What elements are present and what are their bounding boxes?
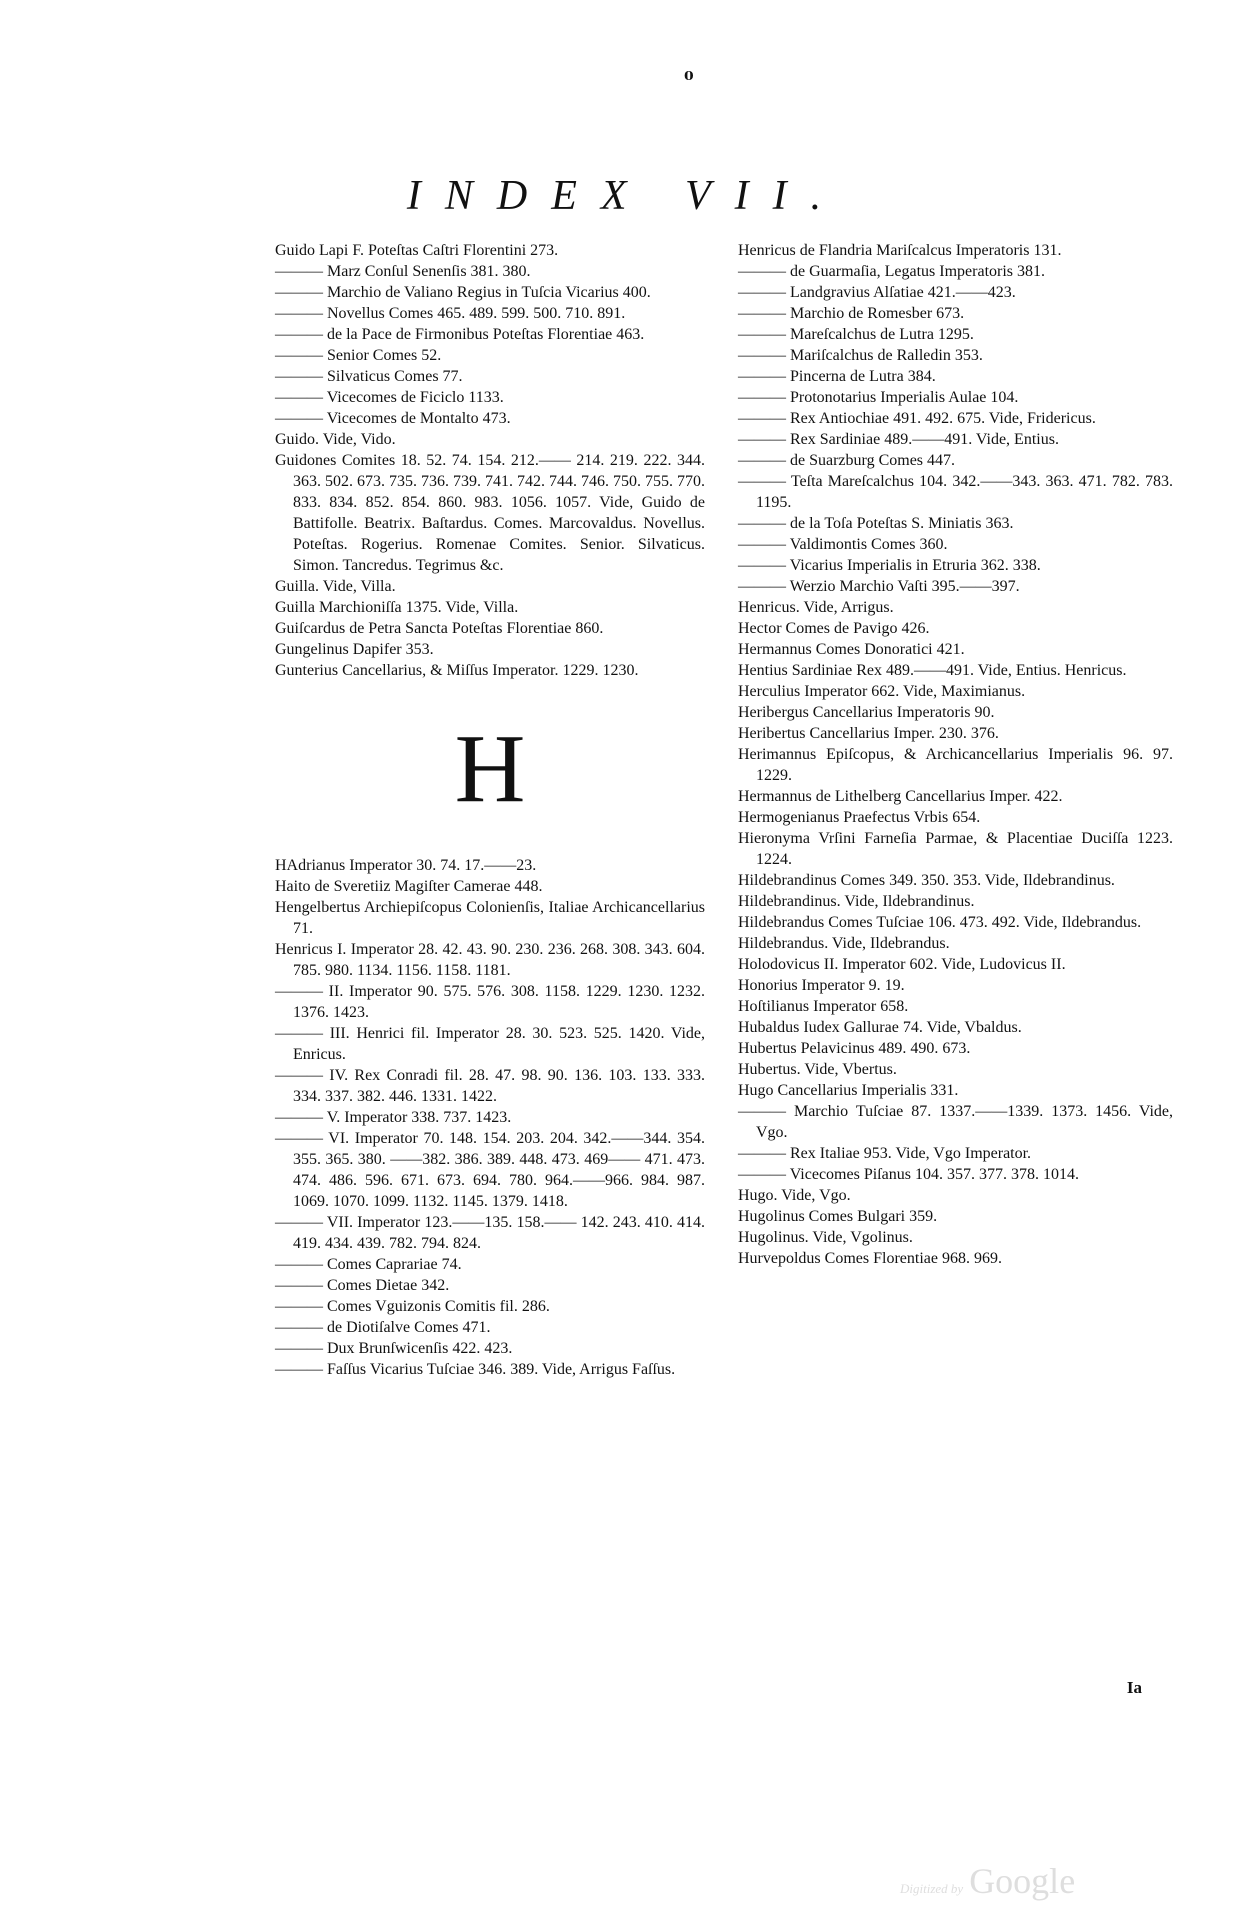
index-entry: Henricus de Flandria Mariſcalcus Imperatoris 131. <box>738 242 1062 259</box>
index-entry: ——— de Diotiſalve Comes 471. <box>275 1319 491 1336</box>
index-entry: Gunterius Cancellarius, & Miſſus Imperator. 1229. 1230. <box>275 662 639 679</box>
index-entry: Herimannus Epiſcopus, & Archicancellarius Imperialis 96. 97. 1229. <box>738 746 1173 784</box>
index-entry: ——— Rex Sardiniae 489.——491. Vide, Entius. <box>738 431 1059 448</box>
index-entry: Hermannus Comes Donoratici 421. <box>738 641 965 658</box>
index-entry: Hector Comes de Pavigo 426. <box>738 620 930 637</box>
index-entry: ——— V. Imperator 338. 737. 1423. <box>275 1109 512 1126</box>
index-entry: ——— Novellus Comes 465. 489. 599. 500. 710. 891. <box>275 305 626 322</box>
index-entry: ——— de la Pace de Firmonibus Poteſtas Florentiae 463. <box>275 326 645 343</box>
index-entry: Hermannus de Lithelberg Cancellarius Imper. 422. <box>738 788 1063 805</box>
index-entry: Hermogenianus Praefectus Vrbis 654. <box>738 809 981 826</box>
right-entries <box>738 240 1173 1269</box>
index-entry: ——— Faſſus Vicarius Tuſciae 346. 389. Vide, Arrigus Faſſus. <box>275 1361 676 1378</box>
index-entry: ——— IV. Rex Conradi fil. 28. 47. 98. 90. 136. 103. 133. 333. 334. 337. 382. 446. 1331. 1422. <box>275 1067 705 1105</box>
index-entry: Hugo Cancellarius Imperialis 331. <box>738 1082 959 1099</box>
index-entry: ——— Pincerna de Lutra 384. <box>738 368 936 385</box>
index-entry: Guido. Vide, Vido. <box>275 431 396 448</box>
left-column <box>275 240 705 1380</box>
index-entry: Hubertus Pelavicinus 489. 490. 673. <box>738 1040 971 1057</box>
index-entry: Hubertus. Vide, Vbertus. <box>738 1061 897 1078</box>
left-entries-g <box>275 240 705 681</box>
index-entry: ——— Marchio Tuſciae 87. 1337.——1339. 1373. 1456. Vide, Vgo. <box>738 1103 1173 1141</box>
index-entry: ——— Silvaticus Comes 77. <box>275 368 463 385</box>
page-title: INDEX VII. <box>406 173 846 219</box>
index-entry: ——— Rex Italiae 953. Vide, Vgo Imperator. <box>738 1145 1032 1162</box>
index-entry: ——— Comes Caprariae 74. <box>275 1256 462 1273</box>
index-entry: ——— de la Toſa Poteſtas S. Miniatis 363. <box>738 515 1014 532</box>
index-entry: Hildebrandus. Vide, Ildebrandus. <box>738 935 950 952</box>
index-entry: HAdrianus Imperator 30. 74. 17.——23. <box>275 857 537 874</box>
left-entries-h <box>275 855 705 1380</box>
index-entry: Hildebrandinus. Vide, Ildebrandinus. <box>738 893 975 910</box>
index-entry: Hoſtilianus Imperator 658. <box>738 998 909 1015</box>
index-entry: ——— Vicecomes de Ficiclo 1133. <box>275 389 504 406</box>
index-entry: ——— Werzio Marchio Vaſti 395.——397. <box>738 578 1020 595</box>
index-entry: ——— Protonotarius Imperialis Aulae 104. <box>738 389 1019 406</box>
index-entry: ——— Mariſcalchus de Ralledin 353. <box>738 347 983 364</box>
index-entry: ——— Dux Brunſwicenſis 422. 423. <box>275 1340 513 1357</box>
index-entry: Henricus. Vide, Arrigus. <box>738 599 894 616</box>
index-entry: Guidones Comites 18. 52. 74. 154. 212.—— 214. 219. 222. 344. 363. 502. 673. 735. 736. 739. 741. 742. 744. 746. 750. 755. 770. 833. 834. 852. 854. 860. 983. 1056. 1057. Vide, Guido de Battifolle. Beatrix. Baſtardus. Comes. Marcovaldus. Novellus. Poteſtas. Rogerius. Romenae Comites. Senior. Silvaticus. Simon. Tancredus. Tegrimus &c. <box>275 452 705 574</box>
index-entry: ——— III. Henrici fil. Imperator 28. 30. 523. 525. 1420. Vide, Enricus. <box>275 1025 705 1063</box>
index-entry: ——— Teſta Mareſcalchus 104. 342.——343. 363. 471. 782. 783. 1195. <box>738 473 1173 511</box>
index-entry: Hengelbertus Archiepiſcopus Colonienſis, Italiae Archicancellarius 71. <box>275 899 705 937</box>
index-entry: Hieronyma Vrſini Farneſia Parmae, & Placentiae Duciſſa 1223. 1224. <box>738 830 1173 868</box>
watermark-prefix: Digitized by <box>900 1881 964 1896</box>
index-entry: Hugolinus Comes Bulgari 359. <box>738 1208 938 1225</box>
index-entry: ——— Vicarius Imperialis in Etruria 362. 338. <box>738 557 1041 574</box>
index-entry: Hildebrandinus Comes 349. 350. 353. Vide, Ildebrandinus. <box>738 872 1115 889</box>
watermark-brand: Google <box>969 1861 1076 1901</box>
index-entry: Guilla Marchioniſſa 1375. Vide, Villa. <box>275 599 519 616</box>
index-entry: Haito de Sveretiiz Magiſter Camerae 448. <box>275 878 543 895</box>
index-entry: Hubaldus Iudex Gallurae 74. Vide, Vbaldus. <box>738 1019 1022 1036</box>
index-entry: Guilla. Vide, Villa. <box>275 578 396 595</box>
index-entry: Heribergus Cancellarius Imperatoris 90. <box>738 704 995 721</box>
section-letter: H <box>454 715 526 823</box>
index-entry: ——— Marz Conſul Senenſis 381. 380. <box>275 263 531 280</box>
index-entry: Hentius Sardiniae Rex 489.——491. Vide, Entius. Henricus. <box>738 662 1127 679</box>
index-entry: ——— Comes Dietae 342. <box>275 1277 450 1294</box>
index-entry: ——— de Guarmaſia, Legatus Imperatoris 381. <box>738 263 1046 280</box>
index-entry: Herculius Imperator 662. Vide, Maximianus. <box>738 683 1026 700</box>
index-entry: ——— Valdimontis Comes 360. <box>738 536 948 553</box>
signature-mark: Ia <box>1126 1678 1142 1697</box>
index-entry: Honorius Imperator 9. 19. <box>738 977 905 994</box>
index-entry: Hurvepoldus Comes Florentiae 968. 969. <box>738 1250 1002 1267</box>
right-column <box>738 240 1173 1269</box>
index-entry: ——— Landgravius Alſatiae 421.——423. <box>738 284 1016 301</box>
index-entry: ——— Marchio de Romesber 673. <box>738 305 965 322</box>
index-entry: Heribertus Cancellarius Imper. 230. 376. <box>738 725 999 742</box>
index-entry: ——— de Suarzburg Comes 447. <box>738 452 956 469</box>
index-entry: Guiſcardus de Petra Sancta Poteſtas Florentiae 860. <box>275 620 604 637</box>
index-entry: Hugolinus. Vide, Vgolinus. <box>738 1229 913 1246</box>
index-entry: Guido Lapi F. Poteſtas Caſtri Florentini 273. <box>275 242 559 259</box>
index-entry: ——— II. Imperator 90. 575. 576. 308. 1158. 1229. 1230. 1232. 1376. 1423. <box>275 983 705 1021</box>
index-entry: Gungelinus Dapifer 353. <box>275 641 434 658</box>
index-entry: ——— Mareſcalchus de Lutra 1295. <box>738 326 974 343</box>
index-entry: Holodovicus II. Imperator 602. Vide, Ludovicus II. <box>738 956 1066 973</box>
index-entry: ——— Vicecomes de Montalto 473. <box>275 410 511 427</box>
top-mark: ₀ <box>684 60 694 86</box>
index-entry: ——— Comes Vguizonis Comitis fil. 286. <box>275 1298 550 1315</box>
index-entry: Henricus I. Imperator 28. 42. 43. 90. 230. 236. 268. 308. 343. 604. 785. 980. 1134. 1156. 1158. 1181. <box>275 941 705 979</box>
index-entry: Hugo. Vide, Vgo. <box>738 1187 851 1204</box>
index-entry: ——— VII. Imperator 123.——135. 158.—— 142. 243. 410. 414. 419. 434. 439. 782. 794. 824. <box>275 1214 705 1252</box>
watermark <box>900 1860 1075 1902</box>
index-entry: ——— Senior Comes 52. <box>275 347 442 364</box>
index-entry: Hildebrandus Comes Tuſciae 106. 473. 492. Vide, Ildebrandus. <box>738 914 1142 931</box>
index-entry: ——— Vicecomes Piſanus 104. 357. 377. 378. 1014. <box>738 1166 1079 1183</box>
index-entry: ——— Rex Antiochiae 491. 492. 675. Vide, Fridericus. <box>738 410 1096 427</box>
index-entry: ——— VI. Imperator 70. 148. 154. 203. 204. 342.——344. 354. 355. 365. 380. ——382. 386. 389. 448. 473. 469—— 471. 473. 474. 486. 596. 671. 673. 694. 780. 964.——966. 984. 987. 1069. 1070. 1099. 1132. 1145. 1379. 1418. <box>275 1130 705 1210</box>
index-entry: ——— Marchio de Valiano Regius in Tuſcia Vicarius 400. <box>275 284 651 301</box>
